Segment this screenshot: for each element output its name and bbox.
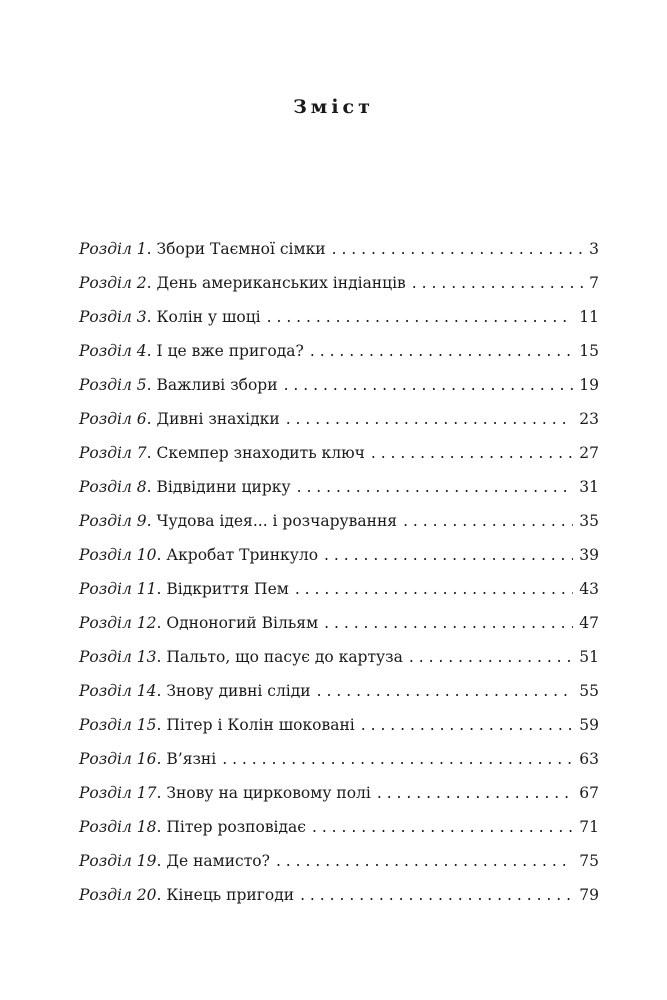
chapter-title: І це вже пригода?: [156, 342, 304, 360]
dot-leader: [222, 750, 573, 768]
dot-leader: [284, 376, 574, 394]
page-number: 35: [579, 512, 599, 530]
chapter-label: Розділ 3: [79, 308, 147, 326]
dot-leader: [371, 444, 573, 462]
dot-leader: [300, 886, 573, 904]
dot-leader: [310, 342, 573, 360]
toc-entry-text: Розділ 5. Важливі збори: [79, 376, 278, 394]
page-number: 55: [579, 682, 599, 700]
chapter-title: Важливі збори: [156, 376, 278, 394]
toc-entry-text: Розділ 20. Кінець пригоди: [79, 886, 295, 904]
chapter-title: Колін у шоці: [156, 308, 261, 326]
page-number: 23: [579, 410, 599, 428]
chapter-title: Знову на цирковому полі: [166, 784, 371, 802]
chapter-title: Де намисто?: [166, 852, 270, 870]
toc-entry-text: Розділ 17. Знову на цирковому полі: [79, 784, 371, 802]
page-title: Зміст: [293, 96, 374, 118]
toc-entry: [79, 478, 599, 512]
chapter-title: В’язні: [166, 750, 217, 768]
chapter-label: Розділ 20: [79, 886, 157, 904]
toc-entry: [79, 308, 599, 342]
chapter-label: Розділ 16: [79, 750, 157, 768]
chapter-title: Кінець пригоди: [166, 886, 295, 904]
page-number: 47: [579, 614, 599, 632]
chapter-title: Дивні знахідки: [156, 410, 280, 428]
toc-entry-text: Розділ 9. Чудова ідея... і розчарування: [79, 512, 398, 530]
chapter-title: Пітер і Колін шоковані: [166, 716, 355, 734]
table-of-contents: [79, 240, 599, 920]
toc-entry: [79, 614, 599, 648]
chapter-label: Розділ 13: [79, 648, 157, 666]
page-number: 7: [589, 274, 599, 292]
toc-entry-text: Розділ 15. Пітер і Колін шоковані: [79, 716, 355, 734]
toc-entry-text: Розділ 14. Знову дивні сліди: [79, 682, 311, 700]
toc-entry: [79, 546, 599, 580]
toc-entry: [79, 274, 599, 308]
chapter-label: Розділ 2: [79, 274, 147, 292]
dot-leader: [409, 648, 573, 666]
page-number: 63: [579, 750, 599, 768]
page-number: 51: [579, 648, 599, 666]
chapter-title: Чудова ідея... і розчарування: [156, 512, 398, 530]
toc-entry: [79, 240, 599, 274]
toc-entry-text: Розділ 3. Колін у шоці: [79, 308, 261, 326]
page-number: 31: [579, 478, 599, 496]
toc-entry: [79, 852, 599, 886]
chapter-label: Розділ 7: [79, 444, 147, 462]
page-number: 27: [579, 444, 599, 462]
dot-leader: [412, 274, 583, 292]
page-number: 71: [579, 818, 599, 836]
chapter-label: Розділ 8: [79, 478, 147, 496]
toc-entry: [79, 580, 599, 614]
chapter-label: Розділ 12: [79, 614, 157, 632]
chapter-title: Збори Таємної сімки: [156, 240, 326, 258]
toc-entry-text: Розділ 16. В’язні: [79, 750, 217, 768]
page-number: 79: [579, 886, 599, 904]
chapter-label: Розділ 10: [79, 546, 157, 564]
toc-entry: [79, 716, 599, 750]
chapter-title: Знову дивні сліди: [166, 682, 311, 700]
page-number: 59: [579, 716, 599, 734]
page-number: 75: [579, 852, 599, 870]
chapter-label: Розділ 5: [79, 376, 147, 394]
toc-entry-text: Розділ 10. Акробат Тринкуло: [79, 546, 319, 564]
toc-entry-text: Розділ 19. Де намисто?: [79, 852, 270, 870]
toc-entry: [79, 410, 599, 444]
page-number: 19: [579, 376, 599, 394]
chapter-title: Відвідини цирку: [156, 478, 291, 496]
toc-entry-text: Розділ 2. День американських індіанців: [79, 274, 406, 292]
page-number: 67: [579, 784, 599, 802]
chapter-title: Акробат Тринкуло: [166, 546, 319, 564]
chapter-label: Розділ 4: [79, 342, 147, 360]
chapter-label: Розділ 11: [79, 580, 157, 598]
toc-entry-text: Розділ 6. Дивні знахідки: [79, 410, 280, 428]
dot-leader: [377, 784, 573, 802]
toc-entry: [79, 886, 599, 920]
chapter-label: Розділ 9: [79, 512, 147, 530]
toc-entry: [79, 376, 599, 410]
chapter-label: Розділ 14: [79, 682, 157, 700]
chapter-label: Розділ 6: [79, 410, 147, 428]
page-number: 3: [589, 240, 599, 258]
chapter-title: Пальто, що пасує до картуза: [166, 648, 403, 666]
chapter-label: Розділ 1: [79, 240, 147, 258]
chapter-label: Розділ 17: [79, 784, 157, 802]
chapter-label: Розділ 18: [79, 818, 157, 836]
dot-leader: [361, 716, 574, 734]
toc-entry-text: Розділ 11. Відкриття Пем: [79, 580, 289, 598]
dot-leader: [317, 682, 574, 700]
page-number: 43: [579, 580, 599, 598]
chapter-title: Відкриття Пем: [166, 580, 289, 598]
dot-leader: [403, 512, 573, 530]
toc-entry: [79, 648, 599, 682]
chapter-title: День американських індіанців: [156, 274, 406, 292]
toc-entry: [79, 444, 599, 478]
dot-leader: [297, 478, 574, 496]
dot-leader: [332, 240, 584, 258]
chapter-label: Розділ 19: [79, 852, 157, 870]
toc-entry-text: Розділ 8. Відвідини цирку: [79, 478, 291, 496]
toc-entry: [79, 682, 599, 716]
dot-leader: [276, 852, 573, 870]
toc-entry-text: Розділ 13. Пальто, що пасує до картуза: [79, 648, 403, 666]
toc-entry-text: Розділ 18. Пітер розповідає: [79, 818, 306, 836]
toc-entry: [79, 818, 599, 852]
dot-leader: [286, 410, 574, 428]
chapter-title: Скемпер знаходить ключ: [156, 444, 365, 462]
toc-entry: [79, 512, 599, 546]
page-number: 39: [579, 546, 599, 564]
dot-leader: [295, 580, 573, 598]
toc-entry-text: Розділ 1. Збори Таємної сімки: [79, 240, 326, 258]
dot-leader: [324, 614, 573, 632]
page-number: 15: [579, 342, 599, 360]
chapter-title: Одноногий Вільям: [166, 614, 319, 632]
toc-entry-text: Розділ 4. І це вже пригода?: [79, 342, 304, 360]
toc-entry: [79, 342, 599, 376]
chapter-title: Пітер розповідає: [166, 818, 306, 836]
dot-leader: [312, 818, 573, 836]
dot-leader: [324, 546, 573, 564]
toc-entry: [79, 750, 599, 784]
toc-entry-text: Розділ 7. Скемпер знаходить ключ: [79, 444, 365, 462]
chapter-label: Розділ 15: [79, 716, 157, 734]
dot-leader: [267, 308, 574, 326]
toc-entry-text: Розділ 12. Одноногий Вільям: [79, 614, 319, 632]
page-number: 11: [579, 308, 599, 326]
toc-entry: [79, 784, 599, 818]
